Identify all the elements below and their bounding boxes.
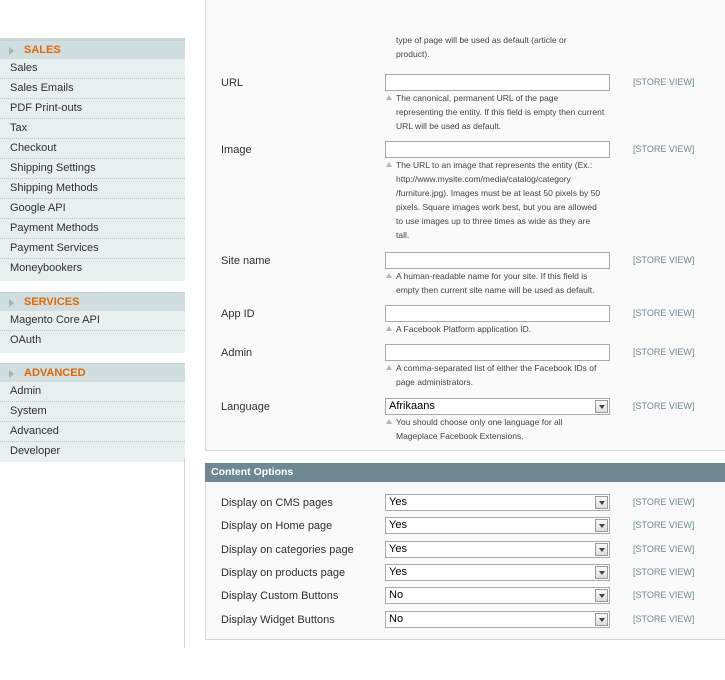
language-scope-label: [STORE VIEW] [633, 401, 695, 411]
sidebar-item-admin[interactable]: Admin [0, 382, 185, 402]
top-note-line: product). [396, 49, 430, 59]
app-id-scope-label: [STORE VIEW] [633, 308, 695, 318]
admin-label: Admin [221, 347, 253, 359]
admin-note [385, 361, 613, 389]
note-line: A Facebook Platform application ID. [396, 324, 532, 334]
content-options-header[interactable]: Content Options [205, 463, 725, 482]
config-sidebar [0, 0, 185, 680]
image-label: Image [221, 144, 252, 156]
language-label: Language [221, 401, 270, 413]
note-line: /furniture.jpg). Images must be at least 50 pixels by 50 [396, 188, 601, 198]
note-line: The URL to an image that represents the entity (Ex.: [396, 160, 593, 170]
display-categories-page-select[interactable] [385, 541, 610, 558]
display-custom-buttons-label: Display Custom Buttons [221, 590, 339, 602]
select-value: No [389, 589, 404, 601]
chevron-down-icon[interactable] [595, 519, 608, 532]
sidebar-item-payment-services[interactable]: Payment Services [0, 239, 185, 259]
display-home-page-label: Display on Home page [221, 520, 333, 532]
scope-label: [STORE VIEW] [633, 544, 695, 554]
select-value: No [389, 613, 404, 625]
sidebar-item-shipping-methods[interactable]: Shipping Methods [0, 179, 185, 199]
sidebar-item-advanced[interactable]: Advanced [0, 422, 185, 442]
sidebar-item-sales[interactable]: Sales [0, 59, 185, 79]
scope-label: [STORE VIEW] [633, 567, 695, 577]
sidebar-item-magento-core-api[interactable]: Magento Core API [0, 311, 185, 331]
scope-label: [STORE VIEW] [633, 614, 695, 624]
scope-label: [STORE VIEW] [633, 590, 695, 600]
select-value: Yes [389, 519, 407, 531]
url-scope-label: [STORE VIEW] [633, 77, 695, 87]
note-line: Mageplace Facebook Extensions. [396, 431, 524, 441]
chevron-down-icon[interactable] [595, 496, 608, 509]
scope-label: [STORE VIEW] [633, 520, 695, 530]
app-id-input[interactable] [385, 305, 610, 322]
url-note [385, 91, 613, 133]
scope-label: [STORE VIEW] [633, 497, 695, 507]
note-line: pixels. Square images work best, but you are allowed [396, 202, 597, 212]
select-value: Yes [389, 496, 407, 508]
note-line: You should choose only one language for all [396, 417, 563, 427]
sidebar-item-payment-methods[interactable]: Payment Methods [0, 219, 185, 239]
language-select[interactable] [385, 398, 610, 415]
image-input[interactable] [385, 141, 610, 158]
url-input[interactable] [385, 74, 610, 91]
note-line: to use images up to three times as wide as they are [396, 216, 591, 226]
note-line: tall. [396, 230, 410, 240]
sidebar-item-system[interactable]: System [0, 402, 185, 422]
expand-arrow-icon [9, 370, 14, 378]
sidebar-separator [0, 353, 185, 363]
note-line: representing the entity. If this field is empty then current [396, 107, 605, 117]
note-line: URL will be used as default. [396, 121, 502, 131]
chevron-down-icon[interactable] [595, 543, 608, 556]
app-id-label: App ID [221, 308, 255, 320]
display-widget-buttons-label: Display Widget Buttons [221, 614, 335, 626]
expand-arrow-icon [9, 299, 14, 307]
site-name-scope-label: [STORE VIEW] [633, 255, 695, 265]
site-name-label: Site name [221, 255, 271, 267]
sidebar-item-developer[interactable]: Developer [0, 442, 185, 462]
sidebar-section-title: SALES [24, 44, 61, 56]
note-arrow-icon [386, 162, 392, 167]
language-select-value: Afrikaans [389, 400, 435, 412]
chevron-down-icon[interactable] [595, 589, 608, 602]
display-widget-buttons-select[interactable] [385, 611, 610, 628]
sidebar-section-services [0, 292, 185, 353]
display-products-page-select[interactable] [385, 564, 610, 581]
note-line: A human-readable name for your site. If this field is [396, 271, 588, 281]
sidebar-section-title: SERVICES [24, 296, 80, 308]
sidebar-border-line [184, 458, 185, 648]
admin-scope-label: [STORE VIEW] [633, 347, 695, 357]
note-line: empty then current site name will be used as default. [396, 285, 595, 295]
image-note [385, 158, 613, 242]
top-note [385, 36, 613, 64]
sidebar-item-checkout[interactable]: Checkout [0, 139, 185, 159]
sidebar-top-gap [0, 0, 185, 40]
sidebar-section-sales [0, 40, 185, 281]
sidebar-section-header-sales[interactable] [0, 40, 185, 59]
sidebar-item-oauth[interactable]: OAuth [0, 331, 185, 353]
sidebar-item-moneybookers[interactable]: Moneybookers [0, 259, 185, 281]
note-arrow-icon [386, 419, 392, 424]
chevron-down-icon[interactable] [595, 613, 608, 626]
note-line: The canonical, permanent URL of the page [396, 93, 559, 103]
note-arrow-icon [386, 95, 392, 100]
site-name-note [385, 269, 613, 297]
display-cms-pages-label: Display on CMS pages [221, 497, 333, 509]
language-note [385, 415, 613, 443]
expand-arrow-icon [9, 47, 14, 55]
sidebar-section-header-advanced[interactable] [0, 363, 185, 382]
sidebar-separator [0, 281, 185, 292]
app-id-note [385, 322, 613, 336]
note-arrow-icon [386, 365, 392, 370]
select-value: Yes [389, 566, 407, 578]
sidebar-section-advanced [0, 363, 185, 462]
sidebar-item-tax[interactable]: Tax [0, 119, 185, 139]
sidebar-section-header-services[interactable] [0, 292, 185, 311]
sidebar-item-shipping-settings[interactable]: Shipping Settings [0, 159, 185, 179]
note-arrow-icon [386, 273, 392, 278]
sidebar-item-google-api[interactable]: Google API [0, 199, 185, 219]
display-products-page-label: Display on products page [221, 567, 346, 579]
display-cms-pages-select[interactable] [385, 494, 610, 511]
chevron-down-icon[interactable] [595, 400, 608, 413]
note-line: page administrators. [396, 377, 474, 387]
image-scope-label: [STORE VIEW] [633, 144, 695, 154]
sidebar-section-title: ADVANCED [24, 367, 86, 379]
display-categories-page-label: Display on categories page [221, 544, 354, 556]
admin-input[interactable] [385, 344, 610, 361]
sidebar-item-pdf-print-outs[interactable]: PDF Print-outs [0, 99, 185, 119]
select-value: Yes [389, 543, 407, 555]
note-arrow-icon [386, 326, 392, 331]
note-line: http://www.mysite.com/media/catalog/category [396, 174, 571, 184]
site-name-input[interactable] [385, 252, 610, 269]
sidebar-item-sales-emails[interactable]: Sales Emails [0, 79, 185, 99]
chevron-down-icon[interactable] [595, 566, 608, 579]
top-note-line: type of page will be used as default (article or [396, 35, 567, 45]
display-custom-buttons-select[interactable] [385, 587, 610, 604]
url-label: URL [221, 77, 244, 89]
display-home-page-select[interactable] [385, 517, 610, 534]
note-line: A comma-separated list of either the Facebook IDs of [396, 363, 597, 373]
